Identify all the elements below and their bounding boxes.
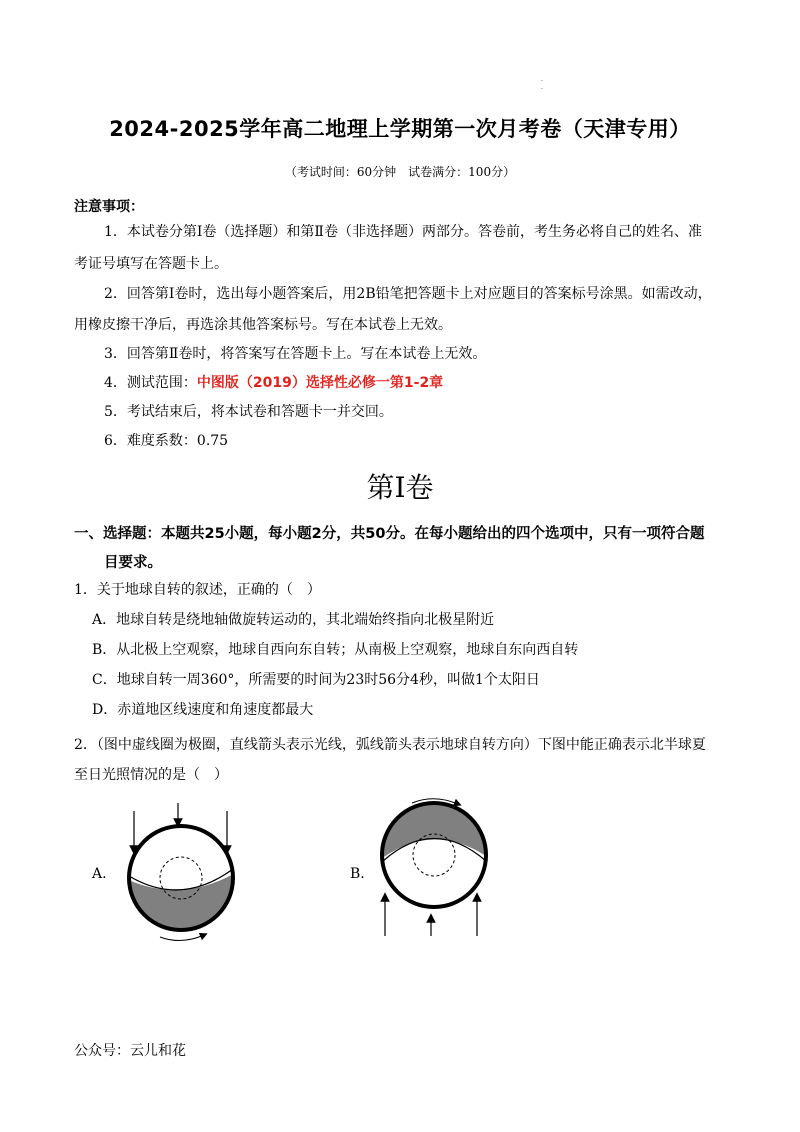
- section-heading-line-2: 目要求。: [104, 555, 162, 571]
- notice-item-4: [104, 373, 443, 393]
- figure-b-label: B.: [350, 866, 365, 882]
- question-1-option-c: C．地球自转一周360°，所需要的时间为23时56分4秒，叫做1个太阳日: [92, 672, 540, 688]
- footer-wechat-account: 公众号：云儿和花: [74, 1043, 186, 1059]
- notice-item-6: 6．难度系数：0.75: [104, 433, 229, 449]
- figure-b-illumination-diagram: [372, 796, 497, 946]
- question-1-option-d: D．赤道地区线速度和角速度都最大: [92, 702, 314, 718]
- notice-item-5: 5．考试结束后，将本试卷和答题卡一并交回。: [104, 404, 393, 420]
- question-2-stem-line-2: 至日光照情况的是（ ）: [74, 767, 228, 783]
- night-side-shading: [120, 869, 240, 935]
- figure-a-illumination-diagram: [120, 795, 240, 950]
- notice-item-1-line-1: 1．本试卷分第Ⅰ卷（选择题）和第Ⅱ卷（非选择题）两部分。答卷前，考生务必将自己的姓名、准: [104, 224, 702, 240]
- rotation-arrow: [160, 935, 204, 941]
- volume-title: 第Ⅰ卷: [366, 471, 434, 504]
- question-1-option-a: A．地球自转是绕地轴做旋转运动的，其北端始终指向北极星附近: [92, 612, 495, 628]
- test-scope: 中图版（2019）选择性必修一第1-2章: [196, 375, 444, 391]
- exam-subtitle: （考试时间：60分钟 试卷满分：100分）: [284, 165, 516, 179]
- question-1-stem: 1．关于地球自转的叙述，正确的（ ）: [74, 582, 321, 598]
- notice-item-4-prefix: 4．测试范围：: [104, 375, 197, 391]
- question-1-option-b: B．从北极上空观察，地球自西向东自转；从南极上空观察，地球自东向西自转: [92, 642, 579, 658]
- figure-a-label: A.: [92, 866, 107, 882]
- question-2-stem-line-1: 2．（图中虚线圈为极圈，直线箭头表示光线，弧线箭头表示地球自转方向）下图中能正确表示北半球夏: [74, 737, 706, 753]
- section-heading-line-1: 一、选择题：本题共25小题，每小题2分，共50分。在每小题给出的四个选项中，只有一项符合题: [74, 526, 705, 542]
- notice-item-2-line-2: 用橡皮擦干净后，再选涂其他答案标号。写在本试卷上无效。: [74, 317, 452, 333]
- exam-title: 2024-2025学年高二地理上学期第一次月考卷（天津专用）: [109, 117, 691, 141]
- notice-heading: 注意事项：: [74, 199, 144, 215]
- section-heading: [74, 520, 734, 578]
- notice-item-2-line-1: 2．回答第Ⅰ卷时，选出每小题答案后，用2B铅笔把答题卡上对应题目的答案标号涂黑。如需改动，: [104, 286, 712, 302]
- header-dots: · ·: [541, 78, 543, 93]
- notice-item-3: 3．回答第Ⅱ卷时，将答案写在答题卡上。写在本试卷上无效。: [104, 346, 487, 362]
- notice-item-1-line-2: 考证号填写在答题卡上。: [74, 256, 228, 272]
- sunlight-arrows: [385, 897, 477, 936]
